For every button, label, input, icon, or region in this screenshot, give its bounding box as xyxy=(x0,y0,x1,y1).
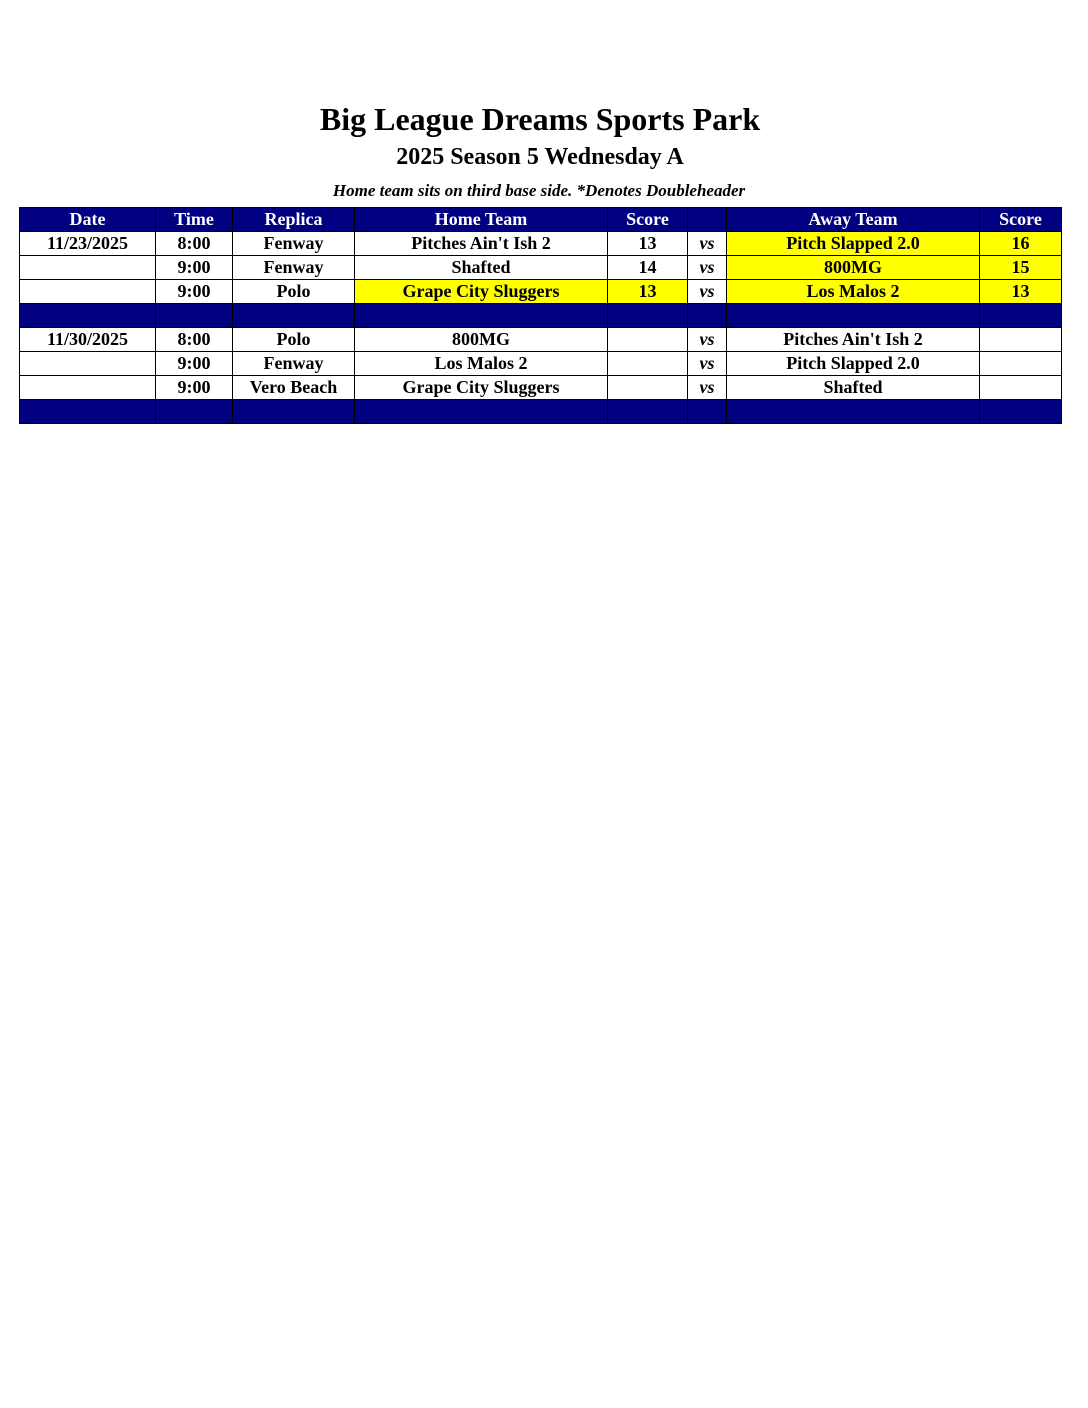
game-time: 9:00 xyxy=(156,256,233,280)
game-date xyxy=(20,376,156,400)
vs-label: vs xyxy=(688,376,727,400)
home-score: 13 xyxy=(608,280,688,304)
game-time: 8:00 xyxy=(156,232,233,256)
home-score xyxy=(608,376,688,400)
game-row xyxy=(20,256,1062,280)
away-score: 13 xyxy=(980,280,1062,304)
game-row xyxy=(20,376,1062,400)
home-score xyxy=(608,352,688,376)
away-team: Los Malos 2 xyxy=(727,280,980,304)
game-row xyxy=(20,328,1062,352)
away-team: Pitches Ain't Ish 2 xyxy=(727,328,980,352)
game-replica: Fenway xyxy=(233,256,355,280)
col-header-away-score: Score xyxy=(980,208,1062,232)
col-header-date: Date xyxy=(20,208,156,232)
vs-label: vs xyxy=(688,352,727,376)
vs-label: vs xyxy=(688,280,727,304)
game-date xyxy=(20,280,156,304)
page-title: Big League Dreams Sports Park xyxy=(319,101,761,137)
game-row xyxy=(20,352,1062,376)
away-score xyxy=(980,376,1062,400)
away-score: 15 xyxy=(980,256,1062,280)
game-time: 9:00 xyxy=(156,352,233,376)
home-team: Pitches Ain't Ish 2 xyxy=(355,232,608,256)
vs-label: vs xyxy=(688,328,727,352)
game-date xyxy=(20,256,156,280)
home-score xyxy=(608,328,688,352)
home-team: Grape City Sluggers xyxy=(355,280,608,304)
away-team: Pitch Slapped 2.0 xyxy=(727,232,980,256)
home-team: Shafted xyxy=(355,256,608,280)
away-team: Pitch Slapped 2.0 xyxy=(727,352,980,376)
header-row xyxy=(20,208,1062,232)
home-score: 14 xyxy=(608,256,688,280)
week-separator-row xyxy=(20,400,1062,424)
home-team: 800MG xyxy=(355,328,608,352)
game-row xyxy=(20,280,1062,304)
away-team: Shafted xyxy=(727,376,980,400)
game-replica: Polo xyxy=(233,280,355,304)
game-row xyxy=(20,232,1062,256)
game-replica: Fenway xyxy=(233,352,355,376)
game-time: 9:00 xyxy=(156,280,233,304)
home-team: Los Malos 2 xyxy=(355,352,608,376)
col-header-time: Time xyxy=(156,208,233,232)
game-replica: Fenway xyxy=(233,232,355,256)
game-replica: Vero Beach xyxy=(233,376,355,400)
col-header-away-team: Away Team xyxy=(727,208,980,232)
schedule-table xyxy=(19,207,1062,424)
away-score xyxy=(980,352,1062,376)
away-score xyxy=(980,328,1062,352)
home-team: Grape City Sluggers xyxy=(355,376,608,400)
game-time: 8:00 xyxy=(156,328,233,352)
vs-label: vs xyxy=(688,232,727,256)
page-subtitle: 2025 Season 5 Wednesday A xyxy=(396,144,684,170)
game-date: 11/30/2025 xyxy=(20,328,156,352)
vs-label: vs xyxy=(688,256,727,280)
col-header-replica: Replica xyxy=(233,208,355,232)
home-score: 13 xyxy=(608,232,688,256)
col-header-home-team: Home Team xyxy=(355,208,608,232)
week-separator-row xyxy=(20,304,1062,328)
schedule-note: Home team sits on third base side. *Denotes Doubleheader xyxy=(332,181,746,200)
away-team: 800MG xyxy=(727,256,980,280)
away-score: 16 xyxy=(980,232,1062,256)
col-header-home-score: Score xyxy=(608,208,688,232)
col-header-vs xyxy=(688,208,727,232)
game-date: 11/23/2025 xyxy=(20,232,156,256)
game-time: 9:00 xyxy=(156,376,233,400)
game-replica: Polo xyxy=(233,328,355,352)
game-date xyxy=(20,352,156,376)
